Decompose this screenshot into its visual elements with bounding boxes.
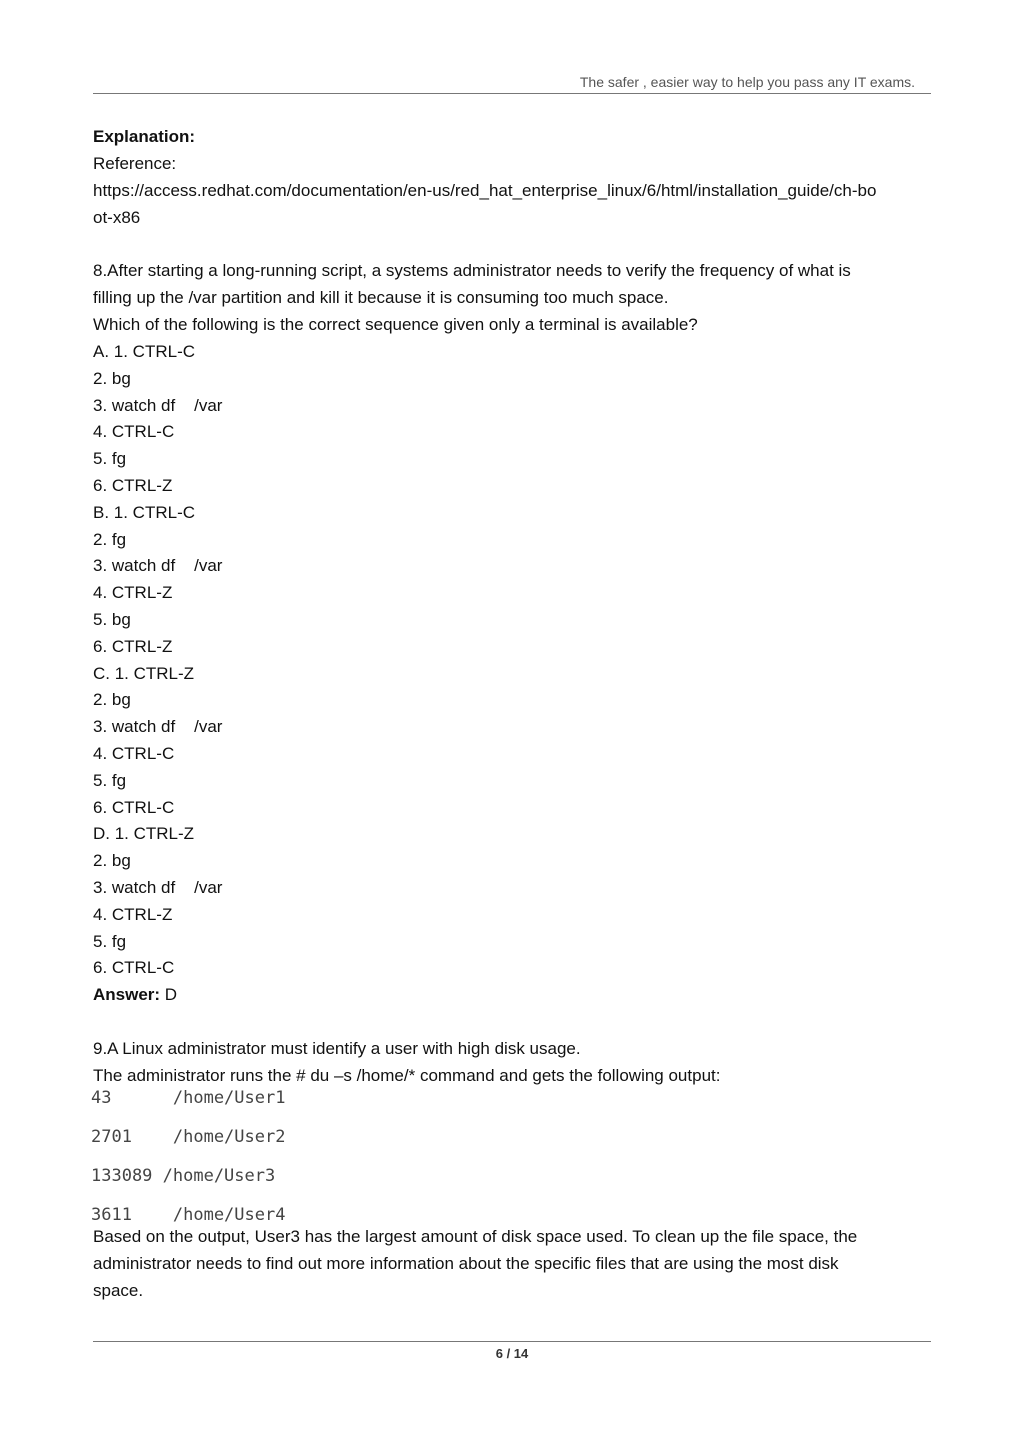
- option-line: 4. CTRL-Z: [93, 905, 173, 924]
- q9-body-line3: space.: [93, 1281, 144, 1300]
- q9-stem-line1: 9.A Linux administrator must identify a user with high disk usage.: [93, 1039, 581, 1058]
- q9-stem-line2: The administrator runs the # du –s /home/* command and gets the following output:: [93, 1066, 721, 1085]
- page-number: 6 / 14: [495, 1346, 529, 1361]
- q8-stem-line3: Which of the following is the correct sequence given only a terminal is available?: [93, 315, 698, 334]
- reference-url-line2: ot-x86: [93, 208, 141, 227]
- q9-body-line2: administrator needs to find out more information about the specific files that are using the most disk: [93, 1254, 839, 1273]
- option-line: 4. CTRL-Z: [93, 583, 173, 602]
- option-line: 3. watch df /var: [93, 556, 223, 575]
- option-line: 6. CTRL-Z: [93, 637, 173, 656]
- q8-answer: [93, 984, 177, 1006]
- option-line: A. 1. CTRL-C: [93, 342, 196, 361]
- reference-url-line1: https://access.redhat.com/documentation/en-us/red_hat_enterprise_linux/6/html/installation_guide/ch-bo: [93, 181, 877, 200]
- option-line: 3. watch df /var: [93, 396, 223, 415]
- answer-value: D: [160, 985, 178, 1004]
- reference-label: Reference:: [93, 154, 177, 173]
- option-line: 4. CTRL-C: [93, 422, 175, 441]
- option-line: D. 1. CTRL-Z: [93, 824, 195, 843]
- header-rule: [93, 93, 931, 94]
- option-line: 5. bg: [93, 610, 131, 629]
- option-line: 2. fg: [93, 530, 127, 549]
- q9-body-line1: Based on the output, User3 has the largest amount of disk space used. To clean up the file space, the: [93, 1227, 858, 1246]
- option-line: C. 1. CTRL-Z: [93, 664, 195, 683]
- option-line: 2. bg: [93, 369, 131, 388]
- option-line: 2. bg: [93, 690, 131, 709]
- du-output-row: 3611 /home/User4: [91, 1205, 286, 1225]
- du-output-row: 133089 /home/User3: [91, 1166, 276, 1186]
- option-line: 5. fg: [93, 932, 127, 951]
- option-line: 3. watch df /var: [93, 717, 223, 736]
- q8-stem-line1: 8.After starting a long-running script, a systems administrator needs to verify the frequency of what is: [93, 261, 851, 280]
- explanation-heading: Explanation:: [93, 127, 196, 146]
- option-line: 6. CTRL-C: [93, 798, 175, 817]
- option-line: B. 1. CTRL-C: [93, 503, 196, 522]
- du-output-row: 2701 /home/User2: [91, 1127, 286, 1147]
- option-line: 3. watch df /var: [93, 878, 223, 897]
- option-line: 6. CTRL-Z: [93, 476, 173, 495]
- answer-label: Answer:: [93, 985, 161, 1004]
- option-line: 5. fg: [93, 771, 127, 790]
- option-line: 4. CTRL-C: [93, 744, 175, 763]
- q8-stem-line2: filling up the /var partition and kill it because it is consuming too much space.: [93, 288, 669, 307]
- option-line: 2. bg: [93, 851, 131, 870]
- header-tagline: The safer , easier way to help you pass any IT exams.: [579, 74, 915, 90]
- footer-rule: [93, 1341, 931, 1342]
- du-output-row: 43 /home/User1: [91, 1088, 286, 1108]
- option-line: 5. fg: [93, 449, 127, 468]
- option-line: 6. CTRL-C: [93, 958, 175, 977]
